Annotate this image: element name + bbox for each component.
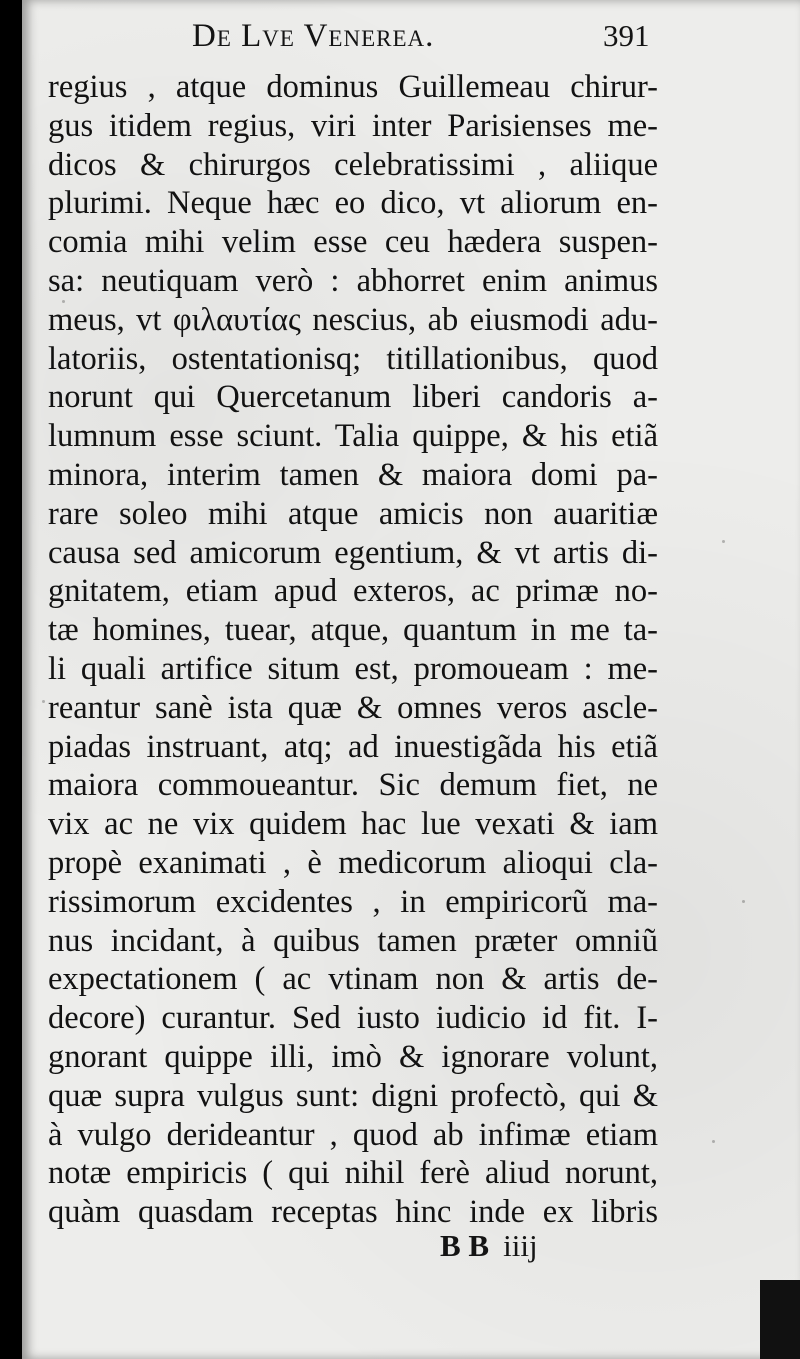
text-line: expectationem ( ac vtinam non & artis de- xyxy=(48,961,658,998)
text-line: quæ supra vulgus sunt: digni profectò, qui & xyxy=(48,1077,658,1114)
text-line: plurimi. Neque hæc eo dico, vt aliorum en- xyxy=(48,185,658,222)
text-line: lumnum esse sciunt. Talia quippe, & his etiã xyxy=(48,418,658,455)
text-line: gnorant quippe illi, imò & ignorare volunt, xyxy=(48,1038,658,1075)
text-line: reantur sanè ista quæ & omnes veros ascle- xyxy=(48,689,658,726)
text-line: propè exanimati , è medicorum alioqui cla- xyxy=(48,844,658,881)
text-line: rare soleo mihi atque amicis non auaritiæ xyxy=(48,495,658,532)
text-line: gus itidem regius, viri inter Parisienses me- xyxy=(48,107,658,144)
page-number: 391 xyxy=(603,18,650,53)
paper-speck xyxy=(742,900,745,903)
text-line: quàm quasdam receptas hinc inde ex libris xyxy=(48,1194,658,1231)
paper-speck xyxy=(42,700,45,703)
scan-edge-shadow xyxy=(760,1280,800,1359)
text-line: notæ empiricis ( qui nihil ferè aliud norunt, xyxy=(48,1155,658,1192)
signature-number: iiij xyxy=(503,1228,538,1263)
text-line: minora, interim tamen & maiora domi pa- xyxy=(48,456,658,493)
paper-speck xyxy=(712,1140,715,1143)
text-line: causa sed amicorum egentium, & vt artis di- xyxy=(48,534,658,571)
text-line: nus incidant, à quibus tamen præter omniũ xyxy=(48,922,658,959)
text-line: comia mihi velim esse ceu hædera suspen- xyxy=(48,224,658,261)
text-line: sa: neutiquam verò : abhorret enim animus xyxy=(48,262,658,299)
text-line: maiora commoueantur. Sic demum fiet, ne xyxy=(48,767,658,804)
running-head: De Lve Venerea. xyxy=(192,18,435,54)
text-line: norunt qui Quercetanum liberi candoris a- xyxy=(48,379,658,416)
signature-mark xyxy=(440,1228,538,1264)
text-line: vix ac ne vix quidem hac lue vexati & iam xyxy=(48,806,658,843)
signature-letters: B B xyxy=(440,1228,490,1263)
body-text xyxy=(48,68,658,1232)
text-line: meus, vt φιλαυτίας nescius, ab eiusmodi adu- xyxy=(48,301,658,338)
text-line: latoriis, ostentationisq; titillationibus, quod xyxy=(48,340,658,377)
text-line: li quali artifice situm est, promoueam : me- xyxy=(48,650,658,687)
page-header xyxy=(0,14,800,64)
text-line: dicos & chirurgos celebratissimi , aliique xyxy=(48,146,658,183)
text-line: à vulgo derideantur , quod ab infimæ etiam xyxy=(48,1116,658,1153)
text-line: regius , atque dominus Guillemeau chirur- xyxy=(48,69,658,105)
text-line: tæ homines, tuear, atque, quantum in me ta- xyxy=(48,612,658,649)
text-line: gnitatem, etiam apud exteros, ac primæ no- xyxy=(48,573,658,610)
text-line: rissimorum excidentes , in empiricorũ ma- xyxy=(48,883,658,920)
text-line: piadas instruant, atq; ad inuestigãda his etiã xyxy=(48,728,658,765)
paper-speck xyxy=(722,540,725,543)
text-line: decore) curantur. Sed iusto iudicio id fit. I- xyxy=(48,1000,658,1037)
